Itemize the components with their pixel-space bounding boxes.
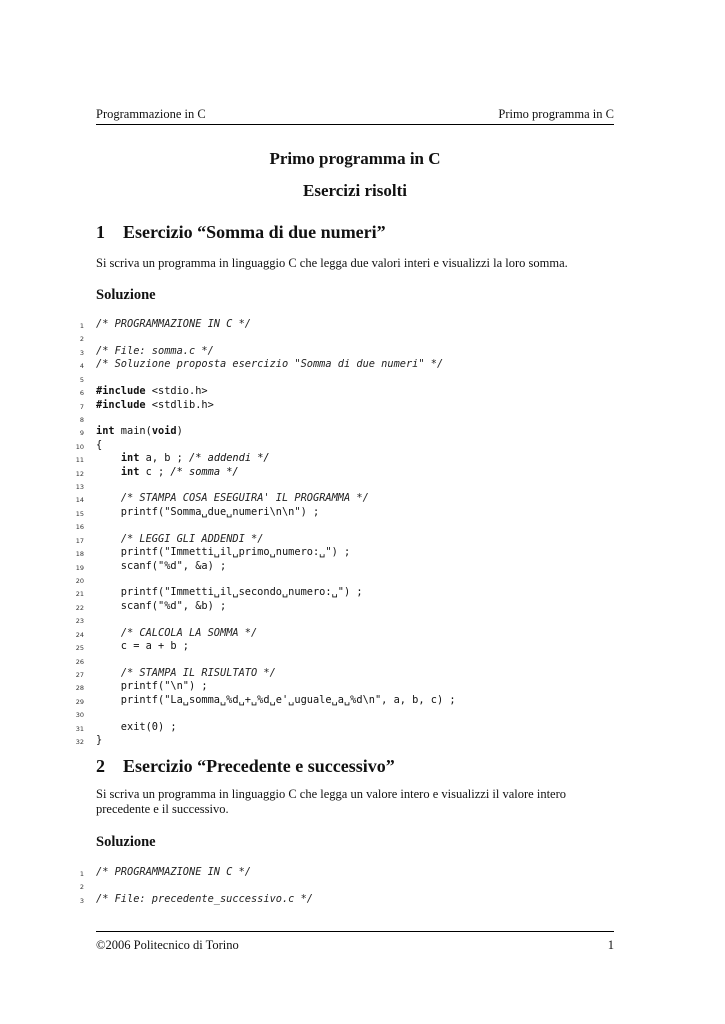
section-number: 2: [96, 756, 105, 776]
code-line: [0, 533, 725, 546]
line-number: 28: [75, 684, 84, 693]
section-1-solution-label: Soluzione: [96, 287, 156, 303]
line-number: 8: [79, 415, 84, 424]
code-line: [0, 399, 725, 412]
code-line: [0, 640, 725, 653]
line-number: 31: [75, 724, 84, 733]
code-line: [0, 893, 725, 906]
code-line: [0, 627, 725, 640]
code-line: [0, 613, 725, 626]
code-text: int main(void): [96, 425, 183, 438]
section-2-text: Si scriva un programma in linguaggio C che legga un valore intero e visualizzi il valore intero precedente e il successivo.: [96, 787, 567, 816]
code-line: [0, 492, 725, 505]
code-line: [0, 345, 725, 358]
code-line: [0, 412, 725, 425]
code-text: /* STAMPA IL RISULTATO */: [120, 666, 276, 679]
code-line: [0, 439, 725, 452]
code-text: /* CALCOLA LA SOMMA */: [120, 626, 258, 639]
code-line: [0, 573, 725, 586]
code-text: printf("\n") ;: [96, 680, 208, 693]
code-line: [0, 546, 725, 559]
page-number: 1: [607, 938, 614, 952]
line-number: 27: [75, 670, 84, 679]
code-text: c = a + b ;: [96, 640, 189, 653]
line-number: 26: [75, 657, 84, 666]
code-text: #include <stdlib.h>: [96, 398, 214, 411]
line-number: 20: [75, 576, 84, 585]
code-line: [0, 560, 725, 573]
page-footer: [96, 931, 614, 952]
code-line: [0, 694, 725, 707]
code-text: }: [96, 734, 103, 747]
code-text: /* File: somma.c */: [96, 344, 214, 357]
code-text: {: [96, 438, 103, 451]
line-number: 32: [75, 738, 84, 747]
code-text: /* File: precedente_successivo.c */: [96, 892, 313, 905]
line-number: 25: [75, 644, 84, 653]
line-number: 6: [79, 389, 84, 398]
code-line: [0, 879, 725, 892]
code-text: exit(0) ;: [96, 720, 177, 733]
line-number: 4: [79, 362, 84, 371]
line-number: 1: [79, 322, 84, 330]
section-2-solution-label: Soluzione: [96, 834, 156, 850]
line-number: 13: [75, 483, 84, 492]
code-line: [0, 425, 725, 438]
line-number: 2: [79, 335, 84, 344]
code-line: [0, 667, 725, 680]
code-text: int a, b ; /* addendi */: [120, 452, 270, 465]
header-left: Programmazione in C: [96, 107, 206, 121]
code-text: printf("La␣somma␣%d␣+␣%d␣e'␣uguale␣a␣%d\n", a, b, c) ;: [96, 693, 456, 706]
line-number: 21: [75, 590, 84, 599]
line-number: 11: [75, 456, 84, 465]
code-line: [0, 654, 725, 667]
line-number: 12: [75, 469, 84, 478]
code-text: scanf("%d", &b) ;: [96, 599, 227, 612]
line-number: 7: [79, 402, 84, 411]
code-text: printf("Somma␣due␣numeri\n\n") ;: [96, 505, 320, 518]
code-text: /* Soluzione proposta esercizio "Somma di due numeri" */: [96, 358, 444, 371]
line-number: 5: [79, 375, 84, 384]
code-line: [0, 734, 725, 747]
line-number: 23: [75, 617, 84, 626]
section-title: Esercizio “Somma di due numeri”: [123, 222, 386, 242]
code-text: printf("Immetti␣il␣primo␣numero:␣") ;: [96, 546, 351, 559]
line-number: 10: [75, 442, 84, 451]
code-line: [0, 466, 725, 479]
code-line: [0, 318, 725, 331]
line-number: 9: [79, 429, 84, 438]
code-text: #include <stdio.h>: [96, 385, 208, 398]
document-title: Primo programma in C: [269, 149, 441, 168]
line-number: 3: [79, 348, 84, 357]
line-number: 24: [75, 630, 84, 639]
section-title: Esercizio “Precedente e successivo”: [123, 756, 395, 776]
line-number: 22: [75, 603, 84, 612]
code-line: [0, 506, 725, 519]
copyright: ©2006 Politecnico di Torino: [96, 938, 239, 952]
line-number: 3: [79, 896, 84, 905]
code-line: [0, 866, 725, 879]
header-right: Primo programma in C: [498, 107, 614, 121]
section-number: 1: [96, 222, 105, 242]
code-line: [0, 600, 725, 613]
document-subtitle: Esercizi risolti: [302, 181, 408, 200]
line-number: 30: [75, 711, 84, 720]
code-line: [0, 586, 725, 599]
code-line: [0, 385, 725, 398]
code-line: [0, 372, 725, 385]
running-header: [96, 106, 614, 125]
code-text: scanf("%d", &a) ;: [96, 559, 227, 572]
line-number: 18: [75, 550, 84, 559]
code-line: [0, 721, 725, 734]
line-number: 29: [75, 697, 84, 706]
code-line: [0, 479, 725, 492]
code-line: [0, 707, 725, 720]
code-text: /* PROGRAMMAZIONE IN C */: [96, 318, 251, 330]
code-text: printf("Immetti␣il␣secondo␣numero:␣") ;: [96, 586, 363, 599]
line-number: 14: [75, 496, 84, 505]
line-number: 16: [75, 523, 84, 532]
line-number: 1: [79, 870, 84, 878]
code-line: [0, 680, 725, 693]
code-text: /* LEGGI GLI ADDENDI */: [120, 532, 264, 545]
code-line: [0, 358, 725, 371]
line-number: 15: [75, 509, 84, 518]
code-line: [0, 519, 725, 532]
section-1-text: Si scriva un programma in linguaggio C che legga due valori interi e visualizzi la loro somma.: [96, 256, 568, 270]
code-text: /* STAMPA COSA ESEGUIRA' IL PROGRAMMA */: [120, 492, 369, 505]
line-number: 19: [75, 563, 84, 572]
code-text: int c ; /* somma */: [120, 465, 239, 478]
section-1-heading: [96, 222, 386, 243]
code-line: [0, 331, 725, 344]
line-number: 17: [75, 536, 84, 545]
code-text: /* PROGRAMMAZIONE IN C */: [96, 866, 251, 878]
code-line: [0, 452, 725, 465]
section-2-heading: [96, 756, 395, 777]
line-number: 2: [79, 883, 84, 892]
